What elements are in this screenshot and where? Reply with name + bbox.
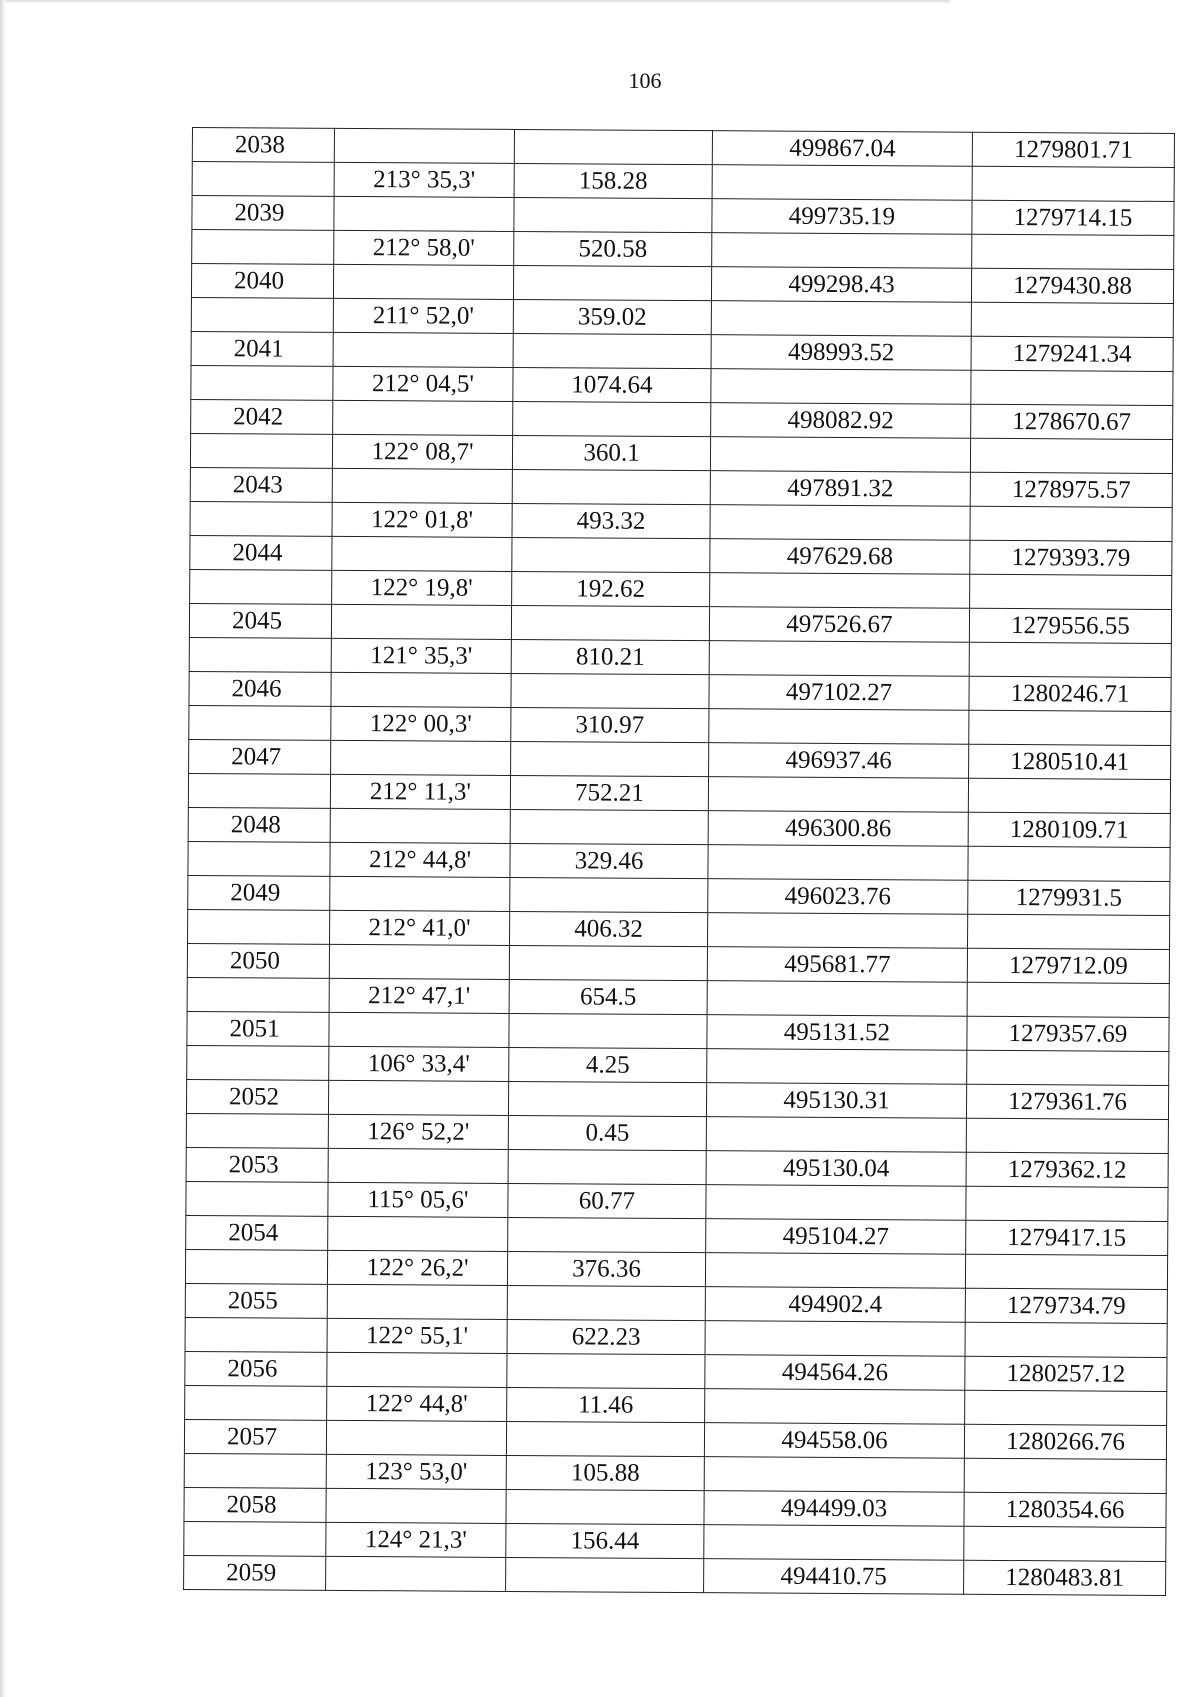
y-coordinate-cell <box>972 234 1174 269</box>
point-cell: 2055 <box>185 1283 327 1318</box>
x-coordinate-cell: 496023.76 <box>708 879 968 915</box>
length-cell <box>511 741 709 776</box>
point-cell: 2058 <box>184 1487 326 1522</box>
x-coordinate-cell <box>704 1457 964 1493</box>
x-coordinate-cell <box>708 845 968 881</box>
angle-cell: 211° 52,0' <box>333 298 513 333</box>
x-coordinate-cell <box>709 641 969 677</box>
point-cell: 2038 <box>192 128 334 163</box>
x-coordinate-cell: 497629.68 <box>710 539 970 575</box>
point-cell: 2054 <box>186 1215 328 1250</box>
x-coordinate-cell: 494902.4 <box>705 1287 965 1323</box>
point-cell <box>186 1113 328 1148</box>
y-coordinate-cell <box>970 438 1172 473</box>
x-coordinate-cell <box>707 981 967 1017</box>
y-coordinate-cell <box>971 370 1173 405</box>
x-coordinate-cell: 498082.92 <box>711 403 971 439</box>
length-cell: 310.97 <box>511 707 709 742</box>
length-cell <box>514 129 712 164</box>
y-coordinate-cell: 1279931.5 <box>968 880 1170 915</box>
length-cell <box>513 333 711 368</box>
y-coordinate-cell <box>965 1390 1167 1425</box>
point-cell <box>192 230 334 265</box>
y-coordinate-cell: 1279712.09 <box>967 948 1169 983</box>
x-coordinate-cell: 494499.03 <box>704 1491 964 1527</box>
point-cell: 2039 <box>192 196 334 231</box>
y-coordinate-cell <box>964 1458 1166 1493</box>
point-cell: 2041 <box>191 331 333 366</box>
x-coordinate-cell <box>706 1185 966 1221</box>
angle-cell <box>334 196 514 231</box>
x-coordinate-cell: 495130.31 <box>706 1083 966 1119</box>
angle-cell: 122° 55,1' <box>327 1318 507 1353</box>
point-cell <box>184 1453 326 1488</box>
point-cell: 2057 <box>184 1419 326 1454</box>
point-cell <box>190 569 332 604</box>
y-coordinate-cell <box>972 166 1174 201</box>
y-coordinate-cell: 1279714.15 <box>972 200 1174 235</box>
angle-cell: 122° 01,8' <box>332 502 512 537</box>
angle-cell <box>333 332 513 367</box>
angle-cell <box>332 468 512 503</box>
x-coordinate-cell <box>712 165 972 201</box>
angle-cell <box>331 672 511 707</box>
length-cell: 376.36 <box>507 1251 705 1286</box>
angle-cell: 213° 35,3' <box>334 162 514 197</box>
y-coordinate-cell: 1279556.55 <box>969 608 1171 643</box>
point-cell <box>184 1521 326 1556</box>
angle-cell <box>329 1012 509 1047</box>
y-coordinate-cell <box>971 302 1173 337</box>
angle-cell: 115° 05,6' <box>328 1182 508 1217</box>
point-cell: 2044 <box>190 535 332 570</box>
angle-cell: 123° 53,0' <box>326 1454 506 1489</box>
y-coordinate-cell <box>964 1526 1166 1561</box>
length-cell: 752.21 <box>510 775 708 810</box>
length-cell: 60.77 <box>508 1183 706 1218</box>
angle-cell <box>333 264 513 299</box>
length-cell: 11.46 <box>507 1387 705 1422</box>
point-cell <box>191 297 333 332</box>
length-cell: 0.45 <box>508 1115 706 1150</box>
angle-cell: 122° 19,8' <box>332 570 512 605</box>
y-coordinate-cell: 1278670.67 <box>971 404 1173 439</box>
x-coordinate-cell <box>704 1525 964 1561</box>
scan-left-edge <box>0 0 6 1697</box>
length-cell <box>514 197 712 232</box>
x-coordinate-cell: 495104.27 <box>706 1219 966 1255</box>
angle-cell: 122° 26,2' <box>327 1250 507 1285</box>
point-cell <box>188 773 330 808</box>
point-cell: 2050 <box>187 943 329 978</box>
angle-cell: 122° 08,7' <box>332 434 512 469</box>
y-coordinate-cell <box>967 1050 1169 1085</box>
length-cell <box>511 605 709 640</box>
y-coordinate-cell <box>965 1254 1167 1289</box>
angle-cell: 212° 47,1' <box>329 978 509 1013</box>
length-cell <box>506 1421 704 1456</box>
x-coordinate-cell <box>708 913 968 949</box>
y-coordinate-cell <box>969 642 1171 677</box>
angle-cell <box>327 1352 507 1387</box>
angle-cell <box>326 1488 506 1523</box>
point-cell: 2052 <box>186 1079 328 1114</box>
angle-cell <box>328 1148 508 1183</box>
x-coordinate-cell <box>710 505 970 541</box>
length-cell <box>507 1353 705 1388</box>
point-cell: 2040 <box>191 264 333 299</box>
angle-cell: 122° 00,3' <box>331 706 511 741</box>
x-coordinate-cell: 499867.04 <box>712 131 972 167</box>
coordinates-table-body <box>184 128 1175 1596</box>
y-coordinate-cell: 1280109.71 <box>968 812 1170 847</box>
point-cell <box>186 1181 328 1216</box>
x-coordinate-cell <box>711 301 971 337</box>
x-coordinate-cell: 499298.43 <box>711 267 971 303</box>
length-cell: 192.62 <box>512 571 710 606</box>
y-coordinate-cell: 1279430.88 <box>971 268 1173 303</box>
y-coordinate-cell: 1280483.81 <box>964 1560 1166 1595</box>
point-cell <box>189 705 331 740</box>
x-coordinate-cell: 495131.52 <box>707 1015 967 1051</box>
x-coordinate-cell <box>705 1253 965 1289</box>
point-cell <box>192 162 334 197</box>
x-coordinate-cell <box>710 437 970 473</box>
length-cell <box>506 1557 704 1592</box>
length-cell: 105.88 <box>506 1455 704 1490</box>
point-cell <box>190 433 332 468</box>
x-coordinate-cell: 495681.77 <box>707 947 967 983</box>
angle-cell: 212° 44,8' <box>330 842 510 877</box>
y-coordinate-cell: 1279357.69 <box>967 1016 1169 1051</box>
length-cell <box>507 1285 705 1320</box>
point-cell: 2045 <box>189 603 331 638</box>
angle-cell <box>326 1420 506 1455</box>
angle-cell <box>329 944 509 979</box>
angle-cell <box>332 536 512 571</box>
x-coordinate-cell: 497891.32 <box>710 471 970 507</box>
point-cell: 2048 <box>188 807 330 842</box>
angle-cell <box>334 128 514 163</box>
coordinates-table <box>183 127 1175 1596</box>
x-coordinate-cell <box>705 1389 965 1425</box>
scan-top-edge <box>0 0 950 4</box>
x-coordinate-cell: 494558.06 <box>704 1423 964 1459</box>
x-coordinate-cell: 494564.26 <box>705 1355 965 1391</box>
y-coordinate-cell: 1280257.12 <box>965 1356 1167 1391</box>
y-coordinate-cell: 1279417.15 <box>966 1220 1168 1255</box>
y-coordinate-cell <box>970 506 1172 541</box>
point-cell <box>188 841 330 876</box>
y-coordinate-cell <box>967 914 1169 949</box>
x-coordinate-cell <box>710 573 970 609</box>
y-coordinate-cell: 1279241.34 <box>971 336 1173 371</box>
length-cell: 493.32 <box>512 503 710 538</box>
page-number: 106 <box>628 68 662 93</box>
angle-cell: 126° 52,2' <box>328 1114 508 1149</box>
x-coordinate-cell: 495130.04 <box>706 1151 966 1187</box>
angle-cell <box>331 740 511 775</box>
x-coordinate-cell <box>705 1321 965 1357</box>
angle-cell <box>331 604 511 639</box>
x-coordinate-cell <box>709 709 969 745</box>
x-coordinate-cell <box>706 1117 966 1153</box>
y-coordinate-cell: 1280510.41 <box>969 744 1171 779</box>
y-coordinate-cell <box>969 710 1171 745</box>
point-cell: 2059 <box>184 1555 326 1590</box>
length-cell: 406.32 <box>510 911 708 946</box>
angle-cell <box>333 400 513 435</box>
length-cell <box>510 809 708 844</box>
angle-cell <box>330 808 510 843</box>
y-coordinate-cell <box>968 846 1170 881</box>
angle-cell <box>326 1556 506 1591</box>
x-coordinate-cell <box>707 1049 967 1085</box>
length-cell: 360.1 <box>512 435 710 470</box>
point-cell: 2042 <box>191 399 333 434</box>
point-cell: 2043 <box>190 467 332 502</box>
angle-cell: 122° 44,8' <box>327 1386 507 1421</box>
length-cell: 4.25 <box>509 1047 707 1082</box>
point-cell <box>185 1385 327 1420</box>
y-coordinate-cell <box>966 1186 1168 1221</box>
length-cell <box>511 673 709 708</box>
angle-cell <box>328 1216 508 1251</box>
point-cell: 2046 <box>189 671 331 706</box>
y-coordinate-cell: 1279361.76 <box>966 1084 1168 1119</box>
x-coordinate-cell <box>708 777 968 813</box>
angle-cell: 106° 33,4' <box>329 1046 509 1081</box>
angle-cell <box>330 876 510 911</box>
length-cell <box>509 945 707 980</box>
point-cell: 2053 <box>186 1147 328 1182</box>
point-cell <box>188 909 330 944</box>
length-cell <box>508 1081 706 1116</box>
y-coordinate-cell: 1280354.66 <box>964 1492 1166 1527</box>
y-coordinate-cell: 1279734.79 <box>965 1288 1167 1323</box>
point-cell <box>187 977 329 1012</box>
length-cell: 622.23 <box>507 1319 705 1354</box>
table-row <box>184 1555 1166 1595</box>
x-coordinate-cell <box>711 369 971 405</box>
point-cell <box>189 637 331 672</box>
y-coordinate-cell <box>970 574 1172 609</box>
length-cell: 520.58 <box>514 231 712 266</box>
length-cell: 359.02 <box>513 299 711 334</box>
x-coordinate-cell <box>712 233 972 269</box>
angle-cell: 121° 35,3' <box>331 638 511 673</box>
length-cell: 329.46 <box>510 843 708 878</box>
length-cell: 654.5 <box>509 979 707 1014</box>
point-cell <box>185 1249 327 1284</box>
angle-cell: 212° 04,5' <box>333 366 513 401</box>
x-coordinate-cell: 497526.67 <box>709 607 969 643</box>
x-coordinate-cell: 496937.46 <box>709 743 969 779</box>
length-cell <box>509 1013 707 1048</box>
y-coordinate-cell <box>966 1118 1168 1153</box>
y-coordinate-cell: 1280246.71 <box>969 676 1171 711</box>
y-coordinate-cell: 1278975.57 <box>970 472 1172 507</box>
y-coordinate-cell: 1279393.79 <box>970 540 1172 575</box>
x-coordinate-cell: 498993.52 <box>711 335 971 371</box>
point-cell <box>191 365 333 400</box>
angle-cell: 212° 11,3' <box>330 774 510 809</box>
point-cell: 2051 <box>187 1011 329 1046</box>
point-cell: 2056 <box>185 1351 327 1386</box>
length-cell <box>508 1217 706 1252</box>
x-coordinate-cell: 499735.19 <box>712 199 972 235</box>
angle-cell <box>328 1080 508 1115</box>
x-coordinate-cell: 494410.75 <box>704 1559 964 1595</box>
point-cell: 2047 <box>189 739 331 774</box>
length-cell <box>510 877 708 912</box>
length-cell <box>513 265 711 300</box>
x-coordinate-cell: 496300.86 <box>708 811 968 847</box>
angle-cell: 212° 58,0' <box>334 230 514 265</box>
point-cell <box>190 501 332 536</box>
y-coordinate-cell: 1280266.76 <box>964 1424 1166 1459</box>
length-cell: 810.21 <box>511 639 709 674</box>
x-coordinate-cell: 497102.27 <box>709 675 969 711</box>
length-cell <box>512 537 710 572</box>
y-coordinate-cell: 1279801.71 <box>972 132 1174 167</box>
y-coordinate-cell: 1279362.12 <box>966 1152 1168 1187</box>
angle-cell: 124° 21,3' <box>326 1522 506 1557</box>
y-coordinate-cell <box>967 982 1169 1017</box>
point-cell <box>187 1045 329 1080</box>
angle-cell <box>327 1284 507 1319</box>
point-cell <box>185 1317 327 1352</box>
length-cell <box>508 1149 706 1184</box>
point-cell: 2049 <box>188 875 330 910</box>
length-cell: 158.28 <box>514 163 712 198</box>
length-cell <box>512 469 710 504</box>
angle-cell: 212° 41,0' <box>330 910 510 945</box>
y-coordinate-cell <box>965 1322 1167 1357</box>
length-cell <box>506 1489 704 1524</box>
length-cell <box>513 401 711 436</box>
length-cell: 156.44 <box>506 1523 704 1558</box>
length-cell: 1074.64 <box>513 367 711 402</box>
y-coordinate-cell <box>968 778 1170 813</box>
